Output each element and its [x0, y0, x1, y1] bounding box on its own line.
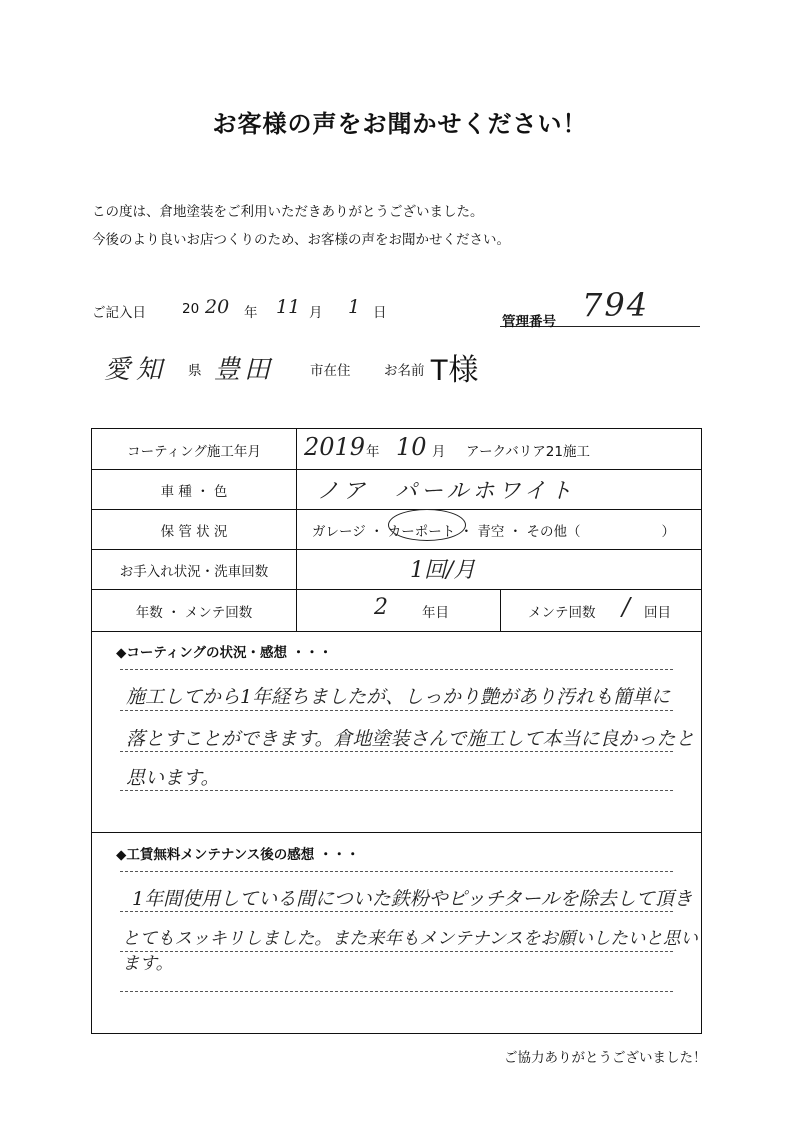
- car-model-color-handwritten: ノア パールホワイト: [317, 479, 576, 504]
- row-storage-label: 保 管 状 況: [160, 524, 228, 540]
- prefecture-unit: 県: [188, 363, 202, 379]
- coating-month-handwritten: 10: [396, 433, 427, 461]
- day-unit: 日: [373, 305, 387, 321]
- mainte-unit: 回目: [644, 605, 671, 621]
- form-title: お客様の声をお聞かせください！: [212, 110, 588, 138]
- row-car-label: 車 種 ・ 色: [160, 484, 228, 500]
- prefecture-handwritten: 愛知: [104, 355, 169, 385]
- day-handwritten: 1: [348, 296, 361, 318]
- city-unit: 市在住: [310, 363, 351, 379]
- coating-product: アークバリア21施工: [466, 444, 590, 460]
- intro-line-2: 今後のより良いお店つくりのため、お客様の声をお聞かせください。: [92, 232, 510, 248]
- maintenance-comment-line-2: とてもスッキリしました。また来年もメンテナンスをお願いしたいと思います。: [122, 929, 698, 974]
- customer-name: T様: [430, 354, 479, 387]
- survey-table: [91, 428, 702, 1034]
- coating-comment-line-3: 思います。: [126, 767, 220, 789]
- mgmt-number-handwritten: 794: [582, 286, 650, 324]
- coating-impression-heading: ◆コーティングの状況・感想 ・・・: [116, 645, 333, 661]
- storage-options: ガレージ ・ カーポート ・ 青空 ・ その他（ ）: [312, 524, 675, 540]
- years-handwritten: 2: [374, 595, 388, 620]
- year-prefix: 20: [182, 301, 200, 317]
- city-handwritten: 豊田: [214, 355, 275, 385]
- care-frequency-handwritten: 1回/月: [410, 558, 476, 583]
- date-label: ご記入日: [92, 305, 146, 321]
- mainte-label: メンテ回数: [528, 605, 596, 621]
- years-unit: 年目: [422, 605, 449, 621]
- coating-year-handwritten: 2019: [304, 433, 366, 461]
- intro-line-1: この度は、倉地塗装をご利用いただきありがとうございました。: [92, 204, 484, 220]
- maintenance-impression-heading: ◆工賃無料メンテナンス後の感想 ・・・: [116, 847, 360, 863]
- mainte-count-handwritten: /: [622, 593, 631, 621]
- name-label: お名前: [384, 363, 425, 379]
- maintenance-comment-line-1: 1年間使用している間についた鉄粉やピッチタールを除去して頂き: [132, 888, 693, 910]
- coating-comment-line-2: 落とすことができます。倉地塗装さんで施工して本当に良かったと: [126, 728, 695, 750]
- coating-comment-line-1: 施工してから1年経ちましたが、しっかり艶があり汚れも簡単に: [126, 686, 671, 708]
- year-handwritten: 20: [205, 296, 230, 318]
- row-years-label: 年数 ・ メンテ回数: [135, 605, 253, 621]
- thanks-footer: ご協力ありがとうございました！: [504, 1050, 707, 1066]
- month-handwritten: 11: [276, 296, 301, 318]
- mgmt-label: 管理番号: [502, 314, 556, 330]
- coating-month-unit: 月: [432, 444, 446, 460]
- month-unit: 月: [309, 305, 323, 321]
- storage-selected-circle: [388, 509, 466, 541]
- row-care-label: お手入れ状況・洗車回数: [119, 564, 269, 580]
- coating-year-unit: 年: [366, 444, 380, 460]
- year-unit: 年: [244, 305, 258, 321]
- row-coating-date-label: コーティング施工年月: [127, 444, 261, 460]
